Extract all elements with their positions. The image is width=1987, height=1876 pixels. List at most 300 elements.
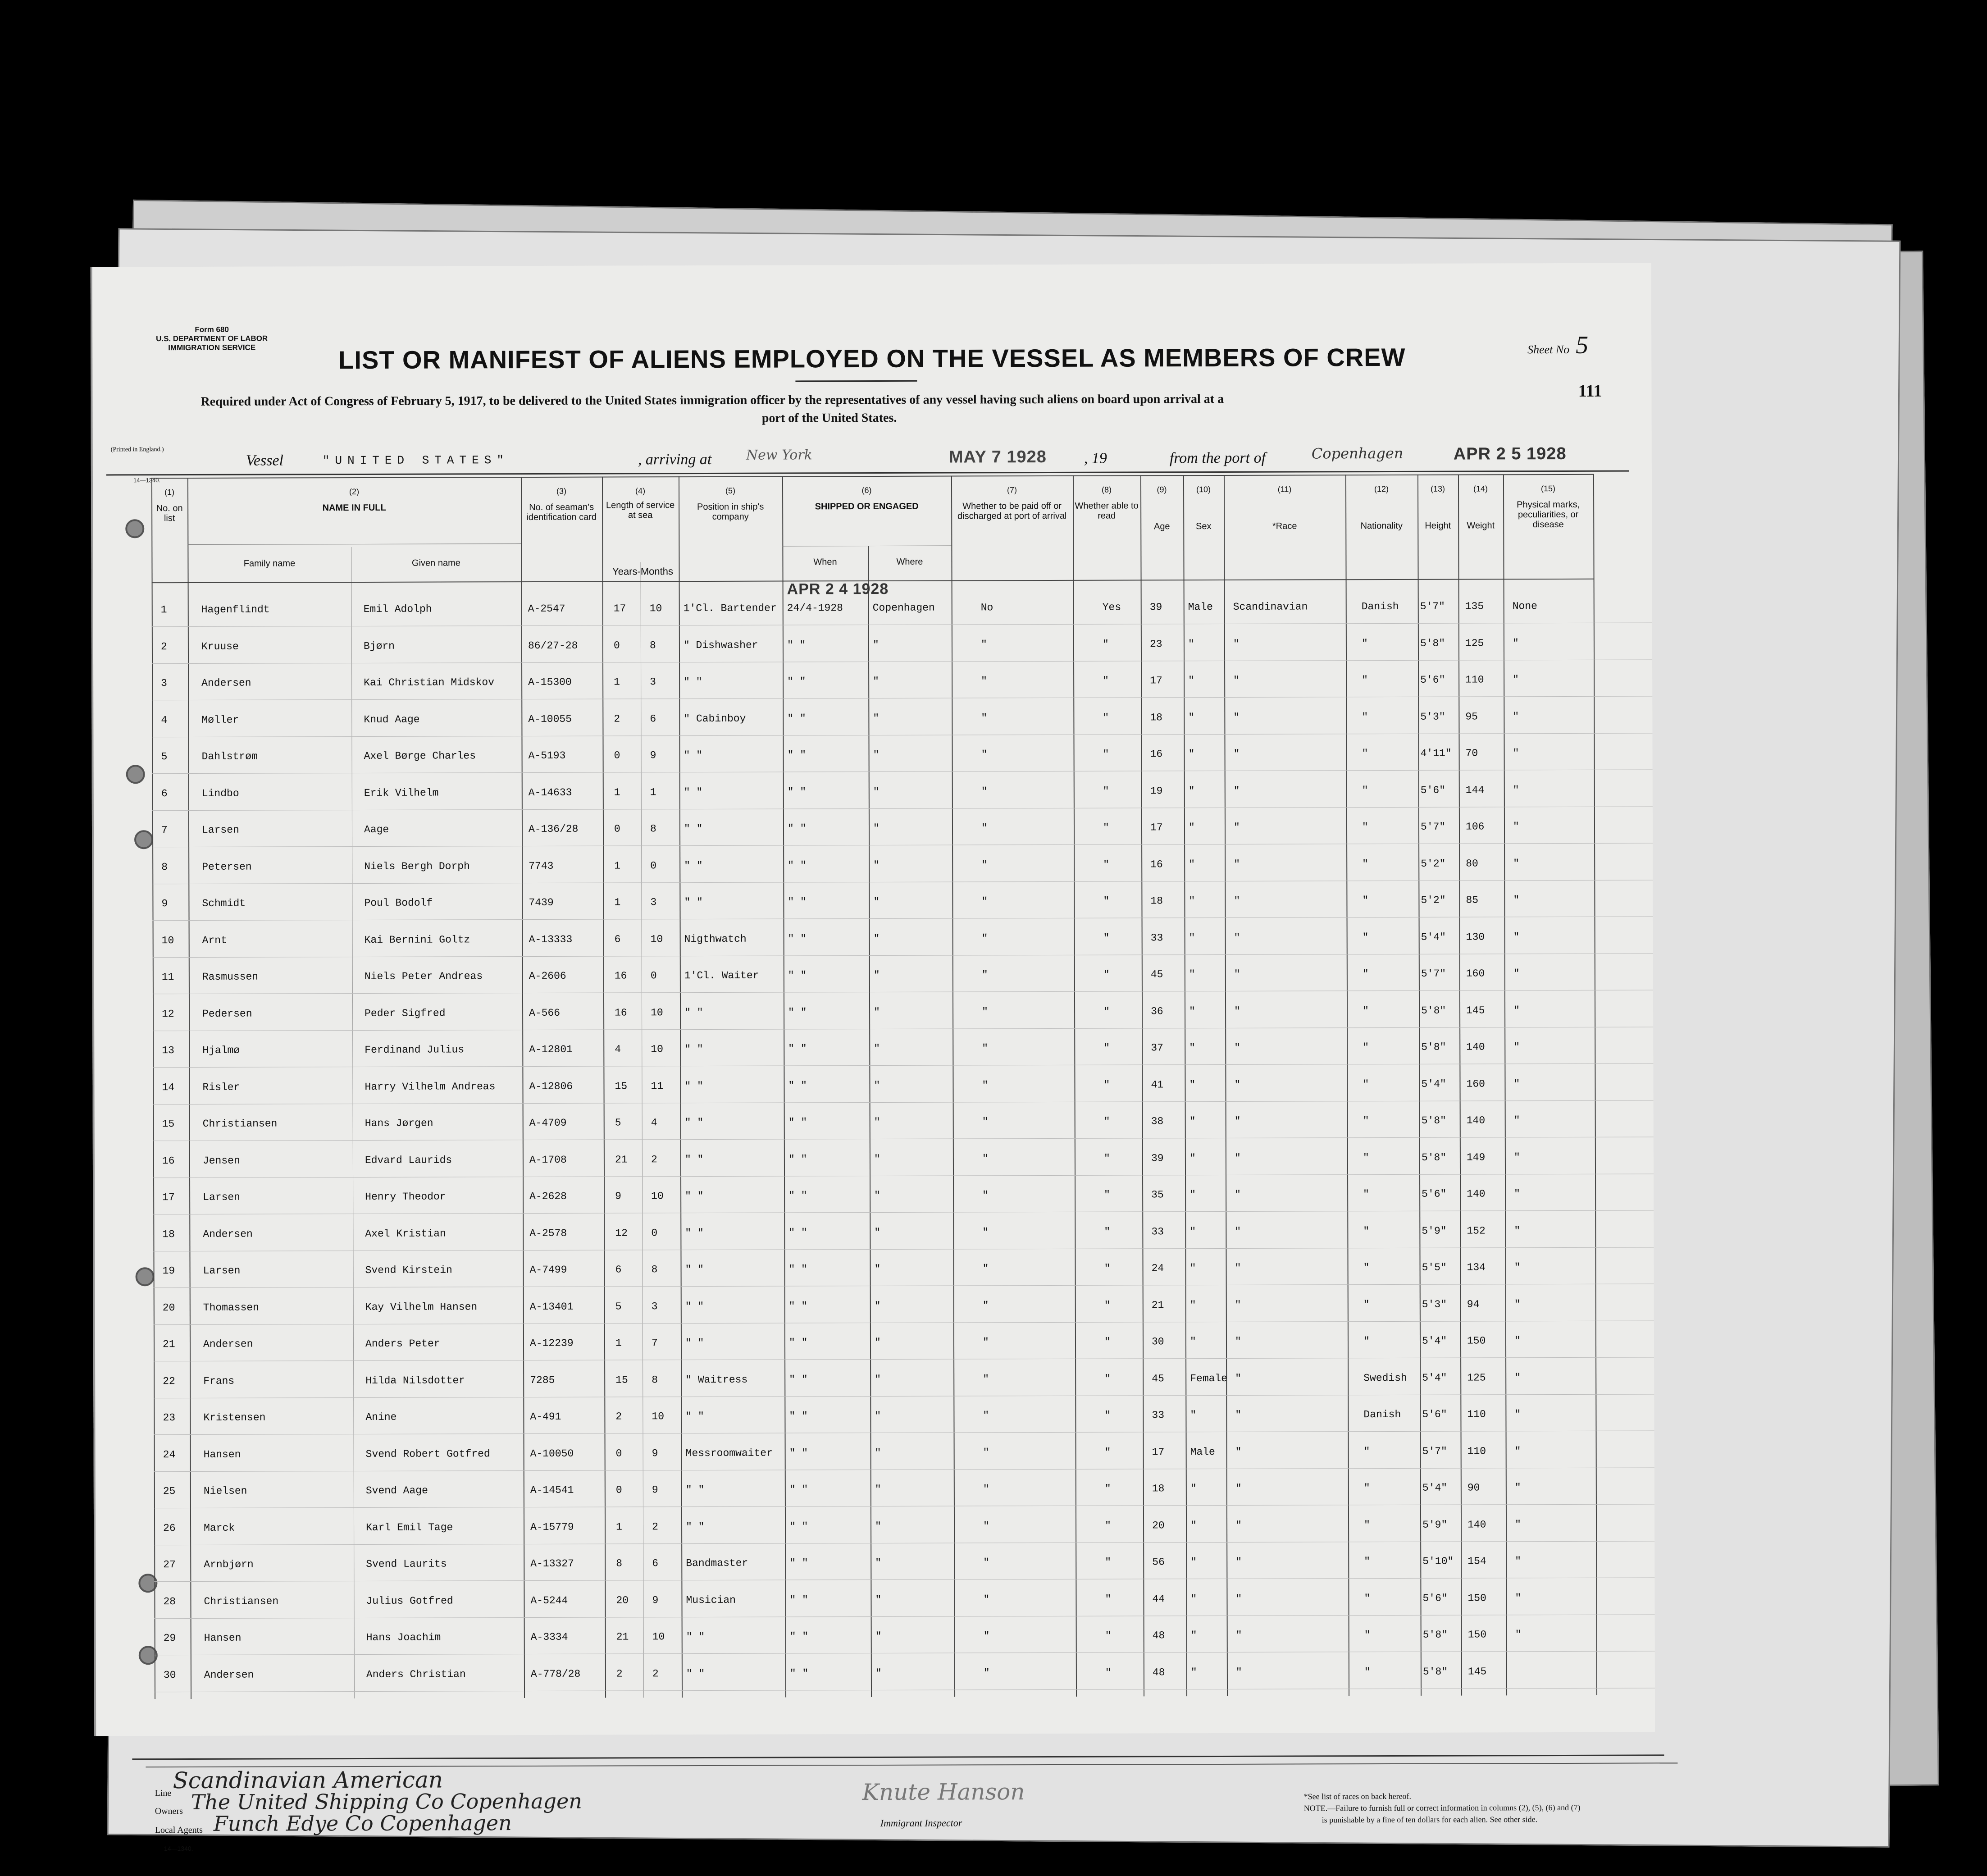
age-cell: 45 [1152, 1372, 1164, 1384]
shipped-where-cell: " [874, 1226, 881, 1238]
table-row [153, 1028, 1712, 1068]
card-number-cell: A-2606 [529, 970, 566, 982]
service-years-cell: 2 [616, 1667, 623, 1680]
given-name-cell: Hans Joachim [366, 1631, 441, 1643]
service-months-cell: 9 [652, 1447, 658, 1459]
col-13-header: (13) Height [1425, 484, 1451, 531]
race-cell: " [1233, 674, 1240, 686]
height-cell: 5'8" [1422, 1629, 1448, 1641]
shipped-when-cell: " " [789, 1520, 808, 1532]
row-number-cell: 30 [163, 1669, 176, 1681]
nationality-cell: " [1363, 1078, 1369, 1090]
paid-off-cell: " [983, 1373, 989, 1385]
height-cell: 5'9" [1422, 1519, 1448, 1531]
position-cell: " " [685, 1300, 704, 1312]
able-to-read-cell: " [1103, 1042, 1110, 1054]
service-years-cell: 1 [616, 1520, 622, 1533]
shipped-where-cell: " [873, 749, 880, 761]
given-name-cell: Svend Aage [365, 1484, 428, 1497]
able-to-read-cell: " [1104, 1262, 1111, 1274]
paid-off-cell: " [982, 1042, 989, 1054]
sex-cell: Male [1188, 601, 1213, 613]
able-to-read-cell: " [1105, 1520, 1111, 1532]
service-months-cell: 10 [651, 1043, 663, 1055]
given-name-cell: Niels Bergh Dorph [364, 860, 470, 872]
physical-marks-cell: " [1513, 1114, 1520, 1127]
family-name-cell: Arnt [202, 934, 227, 946]
shipped-when-cell: " " [788, 1337, 808, 1349]
height-cell: 5'4" [1421, 1078, 1446, 1090]
shipped-where-cell: " [875, 1373, 881, 1385]
row-number-cell: 11 [161, 971, 174, 983]
given-name-cell: Axel Børge Charles [364, 750, 476, 762]
paid-off-cell: " [982, 1299, 989, 1311]
nationality-cell: " [1364, 1556, 1371, 1568]
family-name-cell: Nielsen [203, 1485, 247, 1497]
physical-marks-cell: " [1513, 747, 1519, 759]
race-cell: " [1235, 1372, 1242, 1384]
shipped-when-cell: " " [789, 1373, 808, 1385]
service-months-cell: 8 [652, 1374, 658, 1386]
service-months-cell: 9 [650, 749, 656, 762]
position-cell: " " [686, 1520, 705, 1533]
service-months-cell: 10 [652, 1410, 665, 1423]
col-8-header: (8) Whether able to read [1075, 485, 1139, 521]
able-to-read-cell: " [1103, 675, 1109, 687]
position-cell: " " [684, 749, 703, 762]
sex-cell: " [1189, 1152, 1196, 1164]
weight-cell: 150 [1467, 1629, 1487, 1641]
family-name-cell: Schmidt [202, 897, 246, 909]
family-name-cell: Kristensen [203, 1411, 266, 1424]
height-cell: 5'6" [1420, 784, 1446, 796]
row-number-cell: 24 [163, 1448, 176, 1461]
shipped-when-cell: " " [787, 639, 806, 651]
given-name-cell: Anders Christian [366, 1668, 466, 1680]
paid-off-cell: " [981, 822, 988, 834]
row-number-cell: 3 [161, 677, 168, 689]
race-cell: " [1235, 1482, 1242, 1494]
shipped-when-cell: " " [788, 932, 807, 945]
shipped-where-cell: " [874, 1079, 880, 1091]
nationality-cell: " [1363, 1298, 1370, 1310]
able-to-read-cell: " [1103, 1115, 1110, 1127]
service-years-cell: 1 [615, 1337, 622, 1349]
table-row [152, 734, 1711, 774]
sex-cell: " [1189, 1005, 1195, 1017]
family-name-cell: Larsen [203, 1191, 241, 1203]
sex-cell: " [1189, 895, 1195, 907]
sex-cell: " [1189, 1115, 1196, 1127]
able-to-read-cell: " [1104, 1189, 1110, 1201]
paid-off-cell: " [982, 1226, 989, 1238]
form-number: Form 680 [195, 325, 229, 334]
position-cell: Messroomwaiter [685, 1447, 773, 1459]
weight-cell: 110 [1465, 674, 1484, 686]
inspector-signature: Knute Hanson [862, 1779, 1025, 1806]
weight-cell: 152 [1467, 1224, 1486, 1237]
race-cell: " [1235, 1629, 1242, 1641]
given-name-cell: Emil Adolph [363, 603, 432, 615]
row-number-cell: 18 [162, 1228, 175, 1240]
service-years-cell: 0 [615, 1447, 622, 1459]
card-number-cell: A-7499 [529, 1264, 567, 1276]
age-cell: 45 [1150, 968, 1163, 981]
service-months-cell: 2 [652, 1520, 658, 1533]
row-number-cell: 13 [162, 1045, 174, 1057]
physical-marks-cell: " [1514, 1261, 1521, 1273]
physical-marks-cell: " [1514, 1408, 1521, 1420]
family-name-cell: Thomassen [203, 1301, 260, 1314]
height-cell: 5'4" [1421, 931, 1446, 943]
physical-marks-cell: " [1514, 1335, 1521, 1347]
given-name-header: Given name [412, 558, 460, 568]
shipped-where-cell: " [875, 1593, 882, 1606]
table-row [152, 771, 1711, 811]
paid-off-cell: " [982, 1189, 989, 1201]
given-name-cell: Kai Bernini Goltz [364, 933, 470, 946]
service-years-cell: 1 [614, 676, 620, 688]
physical-marks-cell: None [1512, 600, 1537, 612]
card-number-cell: A-491 [530, 1410, 561, 1423]
position-cell: " " [684, 896, 703, 908]
shipped-where-cell: " [873, 932, 880, 945]
height-cell: 5'8" [1421, 1004, 1446, 1017]
nationality-cell: " [1364, 1666, 1371, 1678]
table-row [154, 1395, 1713, 1435]
col-1-header: (1) No. on list [156, 488, 183, 524]
given-name-cell: Kai Christian Midskov [364, 676, 495, 689]
shipped-when-cell: " " [789, 1410, 808, 1422]
card-number-cell: A-2547 [528, 603, 565, 615]
race-cell: " [1234, 968, 1240, 980]
nationality-cell: " [1363, 1004, 1369, 1017]
age-cell: 39 [1151, 1152, 1164, 1164]
position-cell: Musician [686, 1594, 736, 1606]
binder-hole [126, 765, 145, 784]
sex-cell: " [1188, 785, 1195, 797]
service-months-cell: 6 [652, 1557, 659, 1570]
paid-off-cell: " [983, 1483, 989, 1495]
table-row [154, 1432, 1713, 1472]
nationality-cell: " [1364, 1629, 1371, 1641]
service-years-cell: 1 [614, 786, 620, 799]
card-number-cell: A-13401 [529, 1301, 574, 1313]
given-name-cell: Erik Vilhelm [364, 787, 439, 799]
service-months-cell: 2 [652, 1667, 659, 1680]
sex-cell: " [1189, 931, 1195, 944]
nationality-cell: Danish [1363, 1408, 1401, 1421]
height-cell: 5'6" [1420, 674, 1445, 686]
card-number-cell: 86/27-28 [528, 639, 578, 652]
sex-cell: Female [1190, 1372, 1228, 1384]
footer-notes: *See list of races on back hereof. NOTE.—Failure to furnish full or correct information in columns (2), (5), (6) and (7) is punishable by a fine of ten dollars for each alien. See other side. [1303, 1791, 1581, 1825]
position-cell: " " [684, 822, 703, 835]
position-cell: 1'Cl. Waiter [684, 969, 759, 982]
weight-cell: 150 [1467, 1335, 1486, 1347]
weight-cell: 125 [1467, 1371, 1486, 1384]
sex-cell: " [1190, 1593, 1197, 1605]
service-months-cell: 6 [650, 712, 656, 725]
service-months-cell: 10 [649, 603, 662, 615]
able-to-read-cell: " [1103, 1005, 1110, 1018]
table-row [152, 808, 1711, 848]
age-cell: 24 [1151, 1262, 1164, 1274]
card-number-cell: A-12801 [529, 1043, 573, 1055]
shipped-when-cell: " " [788, 1263, 808, 1275]
physical-marks-cell: " [1514, 1445, 1521, 1457]
service-years-cell: 21 [616, 1631, 629, 1643]
age-cell: 18 [1150, 895, 1163, 907]
family-name-header: Family name [243, 558, 296, 569]
position-cell: " Cabinboy [684, 712, 746, 725]
card-number-cell: 7439 [529, 896, 554, 908]
row-number-cell: 26 [163, 1522, 176, 1534]
shipped-where-cell: " [874, 1336, 881, 1348]
service-name: IMMIGRATION SERVICE [168, 343, 256, 352]
col-7-header: (7) Whether to be paid off or discharged at port of arrival [957, 485, 1067, 521]
card-number-cell: A-12806 [529, 1080, 573, 1092]
able-to-read-cell: " [1103, 932, 1110, 944]
age-cell: 17 [1150, 675, 1162, 687]
family-name-cell: Frans [203, 1375, 235, 1387]
col-12-header: (12) Nationality [1360, 484, 1403, 531]
table-row [155, 1616, 1714, 1656]
row-number-cell: 28 [163, 1595, 176, 1607]
shipped-when-cell: " " [787, 749, 807, 761]
position-cell: " " [684, 1153, 704, 1165]
row-number-cell: 6 [161, 787, 168, 799]
table-row [153, 991, 1712, 1032]
position-cell: " " [686, 1630, 705, 1643]
height-cell: 5'4" [1422, 1372, 1447, 1384]
able-to-read-cell: " [1103, 1079, 1110, 1091]
family-name-cell: Larsen [203, 1264, 241, 1277]
sex-cell: " [1190, 1666, 1197, 1678]
family-name-cell: Pedersen [202, 1008, 252, 1020]
service-years-cell: 17 [613, 603, 626, 615]
height-cell: 5'8" [1421, 1151, 1447, 1164]
shipped-where-cell: " [875, 1483, 881, 1495]
shipped-when-cell: " " [788, 1116, 807, 1128]
table-row [152, 698, 1711, 738]
given-name-cell: Svend Laurits [366, 1558, 447, 1570]
card-number-cell: A-136/28 [528, 823, 579, 835]
weight-cell: 140 [1467, 1518, 1486, 1531]
physical-marks-cell: " [1513, 1077, 1520, 1090]
shipped-when-cell: " " [788, 969, 807, 981]
race-cell: " [1234, 1005, 1240, 1017]
race-cell: " [1235, 1446, 1242, 1458]
shipped-where-cell: " [875, 1520, 881, 1532]
height-cell: 5'6" [1422, 1188, 1447, 1200]
paid-off-cell: " [980, 638, 987, 650]
sex-cell: " [1188, 638, 1194, 650]
physical-marks-cell: " [1515, 1592, 1522, 1604]
shipped-where-cell: " [874, 1153, 880, 1165]
position-cell: 1'Cl. Bartender [683, 602, 777, 615]
position-cell: " " [686, 1667, 705, 1680]
race-cell: " [1235, 1225, 1241, 1237]
nationality-cell: " [1362, 931, 1369, 943]
height-cell: 5'7" [1420, 821, 1446, 833]
sex-cell: " [1189, 1336, 1196, 1348]
height-cell: 5'2" [1421, 858, 1446, 870]
race-cell: " [1233, 638, 1240, 650]
shipped-where-cell: " [873, 712, 880, 724]
weight-cell: 85 [1466, 894, 1479, 906]
age-cell: 33 [1150, 931, 1163, 944]
table-row [152, 587, 1711, 627]
card-number-cell: A-14541 [530, 1484, 574, 1496]
table-row [152, 661, 1711, 701]
row-number-cell: 21 [162, 1338, 175, 1351]
paid-off-cell: " [981, 895, 988, 908]
card-number-cell: A-3334 [530, 1631, 568, 1643]
shipped-where-cell: " [874, 1116, 880, 1128]
service-months-cell: 9 [652, 1484, 658, 1496]
inspector-label: Immigrant Inspector [880, 1817, 962, 1829]
family-name-cell: Dahlstrøm [201, 750, 258, 762]
service-years-cell: 4 [615, 1043, 621, 1055]
table-row [155, 1652, 1714, 1693]
position-cell: " " [685, 1190, 704, 1202]
service-months-cell: 0 [650, 859, 657, 872]
col-2-header: (2) NAME IN FULL [322, 487, 386, 513]
card-number-cell: A-2628 [529, 1190, 567, 1202]
family-name-cell: Hansen [203, 1448, 241, 1461]
row-number-cell: 9 [161, 898, 168, 910]
weight-cell: 70 [1465, 747, 1478, 759]
form-code: 14—1340. [133, 477, 160, 484]
nationality-cell: " [1363, 1115, 1369, 1127]
paid-off-cell: " [981, 712, 988, 724]
weight-cell: 160 [1466, 1077, 1485, 1090]
nationality-cell: " [1363, 1482, 1370, 1494]
age-cell: 39 [1149, 601, 1162, 613]
row-number-cell: 14 [162, 1081, 175, 1093]
card-number-cell: A-15779 [530, 1521, 574, 1533]
family-name-cell: Hansen [204, 1632, 242, 1644]
weight-cell: 106 [1465, 821, 1485, 833]
height-cell: 5'9" [1422, 1225, 1447, 1237]
service-years-cell: 16 [615, 1006, 627, 1018]
given-name-cell: Knud Aage [364, 713, 420, 726]
row-number-cell: 5 [161, 751, 168, 763]
position-cell: " " [684, 676, 702, 688]
agents-label: Local Agents [155, 1825, 203, 1835]
arriving-port: New York [746, 447, 812, 463]
sex-cell: " [1190, 1519, 1197, 1531]
shipped-where-cell: " [873, 822, 880, 834]
able-to-read-cell: " [1105, 1630, 1112, 1642]
shipped-when-cell: " " [788, 1153, 807, 1165]
age-cell: 33 [1152, 1409, 1165, 1421]
family-name-cell: Arnbjørn [204, 1558, 254, 1570]
department-name: U.S. DEPARTMENT OF LABOR [156, 334, 268, 343]
sex-cell: " [1189, 1262, 1196, 1274]
paid-off-cell: " [982, 1152, 989, 1164]
height-cell: 5'8" [1420, 637, 1445, 649]
paid-off-cell: No [980, 602, 994, 614]
race-cell: " [1233, 785, 1240, 797]
weight-cell: 160 [1466, 968, 1485, 980]
service-years-cell: 0 [614, 823, 620, 835]
agents-value: Funch Edye Co Copenhagen [213, 1811, 512, 1836]
row-number-cell: 19 [162, 1265, 175, 1277]
page-subtitle: Required under Act of Congress of February 5, 1917, to be delivered to the United States immigration officer by the representatives of any vessel having such aliens on board upon arrival at a port of the United States. [201, 392, 1224, 425]
service-years-cell: 1 [614, 859, 621, 872]
nationality-cell: " [1363, 1335, 1370, 1347]
footer-form-code: 14—1340. [164, 1844, 193, 1853]
shipped-when-cell: " " [788, 1226, 807, 1238]
stamped-number: 111 [1578, 381, 1602, 401]
service-months-cell: 3 [651, 1300, 658, 1312]
weight-cell: 145 [1466, 1004, 1485, 1017]
age-cell: 38 [1151, 1115, 1164, 1127]
weight-cell: 144 [1465, 784, 1485, 796]
col-3-header: (3) No. of seaman's identification card [526, 486, 597, 523]
shipped-where-cell: " [874, 1042, 880, 1054]
card-number-cell: A-14633 [528, 786, 572, 799]
weight-cell: 150 [1467, 1592, 1486, 1604]
paid-off-cell: " [983, 1666, 990, 1679]
nationality-cell: " [1364, 1519, 1370, 1531]
height-cell: 5'7" [1422, 1445, 1447, 1457]
binder-hole [134, 830, 153, 849]
physical-marks-cell: " [1513, 674, 1519, 686]
age-cell: 35 [1151, 1189, 1164, 1201]
paid-off-cell: " [982, 1336, 989, 1348]
able-to-read-cell: " [1103, 712, 1109, 724]
service-years-cell: 1 [614, 896, 621, 908]
nationality-cell: " [1362, 968, 1369, 980]
age-cell: 17 [1150, 822, 1163, 834]
row-number-cell: 27 [163, 1559, 176, 1571]
race-cell: " [1234, 1152, 1241, 1164]
paid-off-cell: " [981, 858, 988, 871]
nationality-cell: " [1362, 821, 1368, 833]
table-row [153, 918, 1712, 958]
shipped-where-cell: " [873, 969, 880, 981]
able-to-read-cell: " [1102, 638, 1109, 650]
given-name-cell: Axel Kristian [365, 1227, 446, 1240]
weight-cell: 95 [1465, 710, 1478, 723]
table-row [153, 954, 1712, 995]
position-cell: " Waitress [685, 1374, 748, 1386]
weight-cell: 149 [1466, 1151, 1486, 1164]
service-years-cell: 15 [615, 1080, 628, 1092]
card-number-cell: A-2578 [529, 1227, 567, 1239]
paid-off-cell: " [981, 932, 988, 944]
able-to-read-cell: " [1105, 1556, 1112, 1568]
table-row [153, 1065, 1712, 1105]
able-to-read-cell: " [1103, 968, 1110, 981]
weight-cell: 140 [1466, 1041, 1485, 1053]
able-to-read-cell: " [1105, 1666, 1112, 1679]
physical-marks-cell: " [1514, 1224, 1521, 1237]
sex-cell: " [1188, 748, 1195, 760]
row-number-cell: 12 [162, 1008, 174, 1020]
physical-marks-cell: " [1514, 1188, 1520, 1200]
race-cell: " [1235, 1519, 1242, 1531]
from-label: from the port of [1169, 449, 1266, 467]
height-cell: 5'7" [1420, 600, 1445, 612]
shipped-where-cell: " [873, 785, 880, 798]
table-row [154, 1579, 1713, 1619]
height-cell: 4'11" [1420, 747, 1452, 759]
shipped-when-cell: " " [788, 896, 807, 908]
